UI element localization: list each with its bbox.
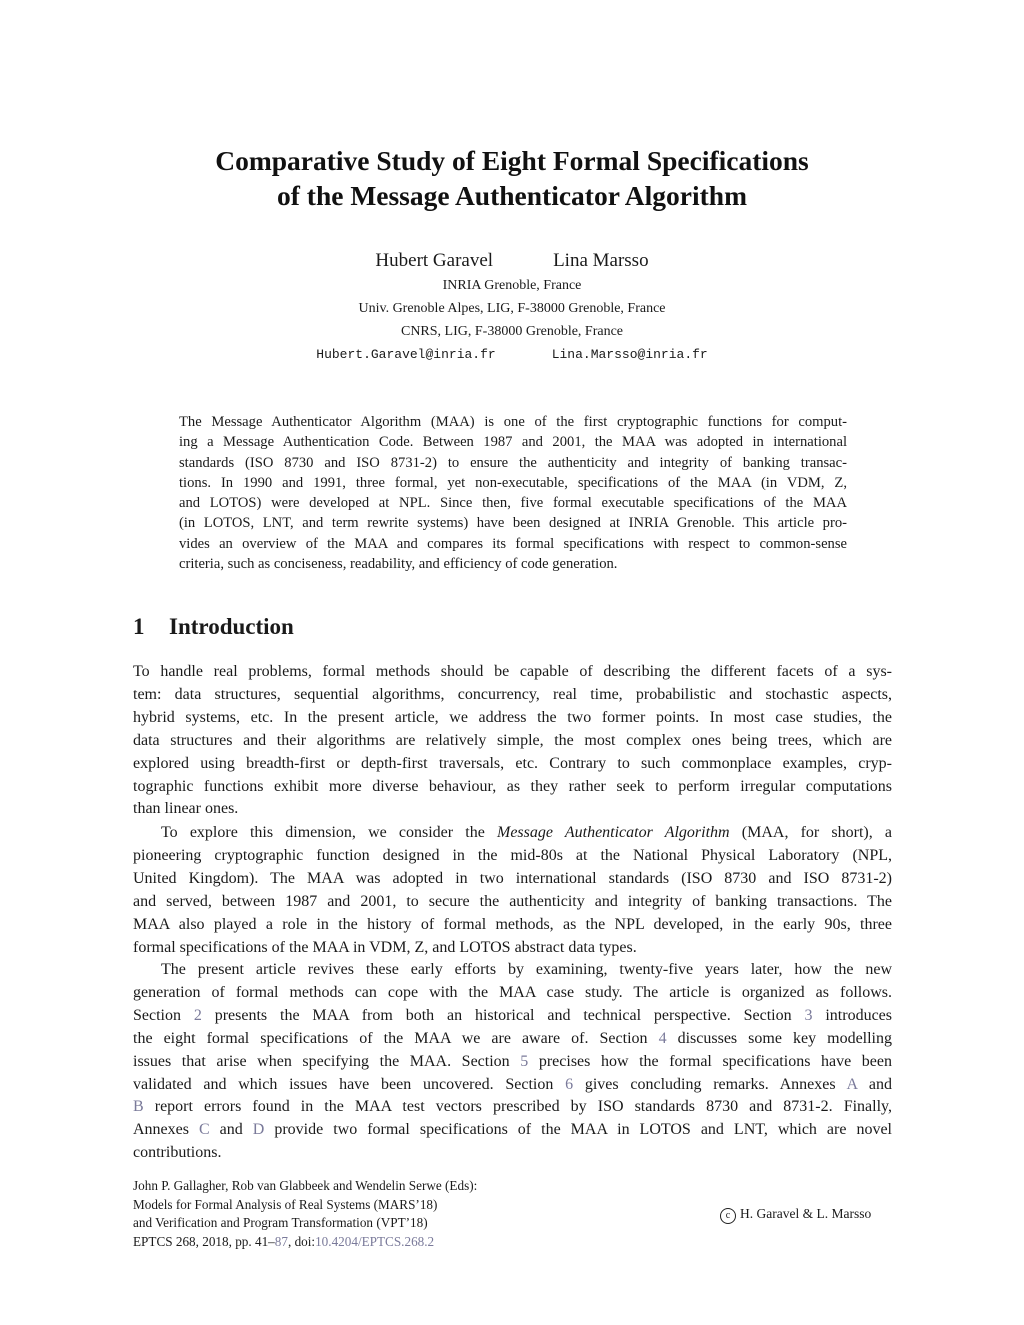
text-run: validated and which issues have been uncovered. Section: [133, 1075, 566, 1093]
section-ref-link[interactable]: 4: [658, 1029, 667, 1047]
text-run: issues that arise when specifying the MAA. Section: [133, 1052, 521, 1070]
paragraph-line: than linear ones.: [133, 800, 239, 818]
text-run: (MAA, for short), a: [729, 824, 893, 841]
paragraph-line: MAA also played a role in the history of formal methods, as the NPL developed, in the early 90s, three: [133, 915, 892, 933]
text-run: and: [209, 1121, 253, 1139]
text-run: To explore this dimension, we consider the: [161, 824, 497, 841]
annex-ref-link[interactable]: B: [133, 1098, 144, 1116]
title-line-1: Comparative Study of Eight Formal Specifications: [215, 145, 809, 176]
paragraph-line: generation of formal methods can cope with the MAA case study. The article is organized as follows.: [133, 983, 892, 1001]
paragraph-line: The present article revives these early efforts by examining, twenty-five years later, how the new: [161, 961, 892, 978]
paragraph-line: formal specifications of the MAA in VDM, Z, and LOTOS abstract data types.: [133, 938, 637, 956]
paragraph-line: contributions.: [133, 1144, 222, 1162]
abstract: [179, 412, 847, 574]
text-run: Section: [133, 1006, 194, 1024]
paragraph-2: [133, 822, 892, 959]
doi-link[interactable]: 10.4204/EPTCS.268.2: [315, 1233, 435, 1249]
paragraph-line: explored using breadth-first or depth-first traversals, etc. Contrary to such commonplace examples, cryp-: [133, 754, 892, 772]
footer-line: [133, 1233, 553, 1252]
footer-line: and Verification and Program Transformation (VPT’18): [133, 1215, 428, 1230]
last-page-link[interactable]: 87: [274, 1233, 288, 1249]
author-2: Lina Marsso: [553, 250, 649, 271]
text-run: provide two formal specifications of the MAA in LOTOS and LNT, which are novel: [264, 1121, 893, 1139]
author-names: [0, 249, 1024, 273]
abstract-line: (in LOTOS, LNT, and term rewrite systems) have been designed at INRIA Grenoble. This article pro-: [179, 515, 847, 532]
copyright-holders: H. Garavel & L. Marsso: [740, 1206, 872, 1221]
paragraph-line: [133, 1051, 892, 1074]
paragraph-line: To handle real problems, formal methods should be capable of describing the different facets of a sys-: [133, 663, 892, 680]
abstract-line: and LOTOS) were developed at NPL. Since then, five formal executable specifications of the MAA: [179, 495, 847, 512]
affiliation-3: CNRS, LIG, F-38000 Grenoble, France: [400, 324, 624, 339]
section-ref-link[interactable]: 2: [193, 1006, 202, 1024]
text-run: precises how the formal specifications have been: [528, 1052, 892, 1070]
paragraph-line: [133, 1005, 892, 1028]
author-emails: [0, 346, 1024, 364]
paragraph-line: [133, 1119, 892, 1142]
section-ref-link[interactable]: 3: [804, 1006, 813, 1024]
text-run: EPTCS 268, 2018, pp. 41–: [133, 1233, 275, 1249]
paragraph-line: [133, 1074, 892, 1097]
footer-line: John P. Gallagher, Rob van Glabbeek and Wendelin Serwe (Eds):: [133, 1178, 478, 1193]
paragraph-3: [133, 959, 892, 1165]
annex-ref-link[interactable]: A: [846, 1075, 858, 1093]
annex-ref-link[interactable]: D: [252, 1121, 265, 1139]
emphasis-text: Message Authenticator Algorithm: [496, 824, 730, 841]
paragraph-line: tem: data structures, sequential algorithms, concurrency, real time, probabilistic and stochastic aspects,: [133, 685, 892, 703]
text-run: , doi:: [287, 1233, 316, 1249]
abstract-line: criteria, such as conciseness, readability, and efficiency of code generation.: [179, 556, 618, 573]
email-1[interactable]: Hubert.Garavel@inria.fr: [316, 347, 496, 362]
abstract-line: The Message Authenticator Algorithm (MAA) is one of the first cryptographic functions for comput-: [179, 414, 847, 430]
footer-line: Models for Formal Analysis of Real Systems (MARS’18): [133, 1196, 438, 1212]
email-2[interactable]: Lina.Marsso@inria.fr: [551, 347, 708, 362]
abstract-line: tions. In 1990 and 1991, three formal, yet non-executable, specifications of the MAA (in VDM, Z,: [179, 474, 847, 491]
paragraph-line: hybrid systems, etc. In the present article, we address the two former points. In most case studies, the: [133, 708, 892, 726]
text-run: introduces: [812, 1006, 892, 1024]
paragraph-1: [133, 661, 892, 821]
section-heading: [133, 613, 294, 641]
paragraph-line: tographic functions exhibit more diverse behaviour, as they rather seek to perform irregular computations: [133, 777, 892, 795]
text-run: and: [857, 1075, 892, 1093]
text-run: gives concluding remarks. Annexes: [573, 1075, 847, 1093]
section-ref-link[interactable]: 6: [565, 1075, 574, 1093]
affiliation-2: Univ. Grenoble Alpes, LIG, F-38000 Grenoble, France: [358, 301, 666, 316]
title-line-2: of the Message Authenticator Algorithm: [277, 180, 747, 211]
text-run: report errors found in the MAA test vectors prescribed by ISO standards 8730 and 8731-2. Finally,: [143, 1098, 892, 1116]
section-title: Introduction: [169, 614, 294, 639]
abstract-line: standards (ISO 8730 and ISO 8731-2) to ensure the authenticity and integrity of banking transac-: [179, 454, 847, 471]
abstract-line: ing a Message Authentication Code. Between 1987 and 2001, the MAA was adopted in international: [179, 434, 847, 451]
paragraph-line: data structures and their algorithms are relatively simple, the most complex ones being trees, which are: [133, 731, 892, 749]
abstract-line: vides an overview of the MAA and compares its formal specifications with respect to common-sense: [179, 535, 847, 552]
text-run: presents the MAA from both an historical and technical perspective. Section: [201, 1006, 805, 1024]
author-1: Hubert Garavel: [375, 250, 494, 271]
copyright-notice: [720, 1205, 871, 1224]
paragraph-line: United Kingdom). The MAA was adopted in two international standards (ISO 8730 and ISO 8731-2): [133, 869, 892, 887]
paragraph-line: [133, 1028, 892, 1051]
affiliation-1: INRIA Grenoble, France: [442, 278, 582, 293]
copyright-icon: c: [720, 1208, 736, 1224]
text-run: the eight formal specifications of the MAA we are aware of. Section: [133, 1029, 659, 1047]
paragraph-line: [133, 822, 892, 845]
section-ref-link[interactable]: 5: [520, 1052, 529, 1070]
paragraph-line: [133, 1096, 892, 1119]
text-run: discusses some key modelling: [666, 1029, 892, 1047]
text-run: Annexes: [133, 1121, 199, 1139]
paper-title: [0, 143, 1024, 213]
publication-footer: [133, 1177, 553, 1251]
paragraph-line: pioneering cryptographic function designed in the mid-80s at the National Physical Laboratory (NPL,: [133, 846, 892, 864]
annex-ref-link[interactable]: C: [198, 1121, 210, 1139]
paragraph-line: and served, between 1987 and 2001, to secure the authenticity and integrity of banking transactions. The: [133, 892, 892, 910]
section-number: 1: [133, 614, 145, 639]
